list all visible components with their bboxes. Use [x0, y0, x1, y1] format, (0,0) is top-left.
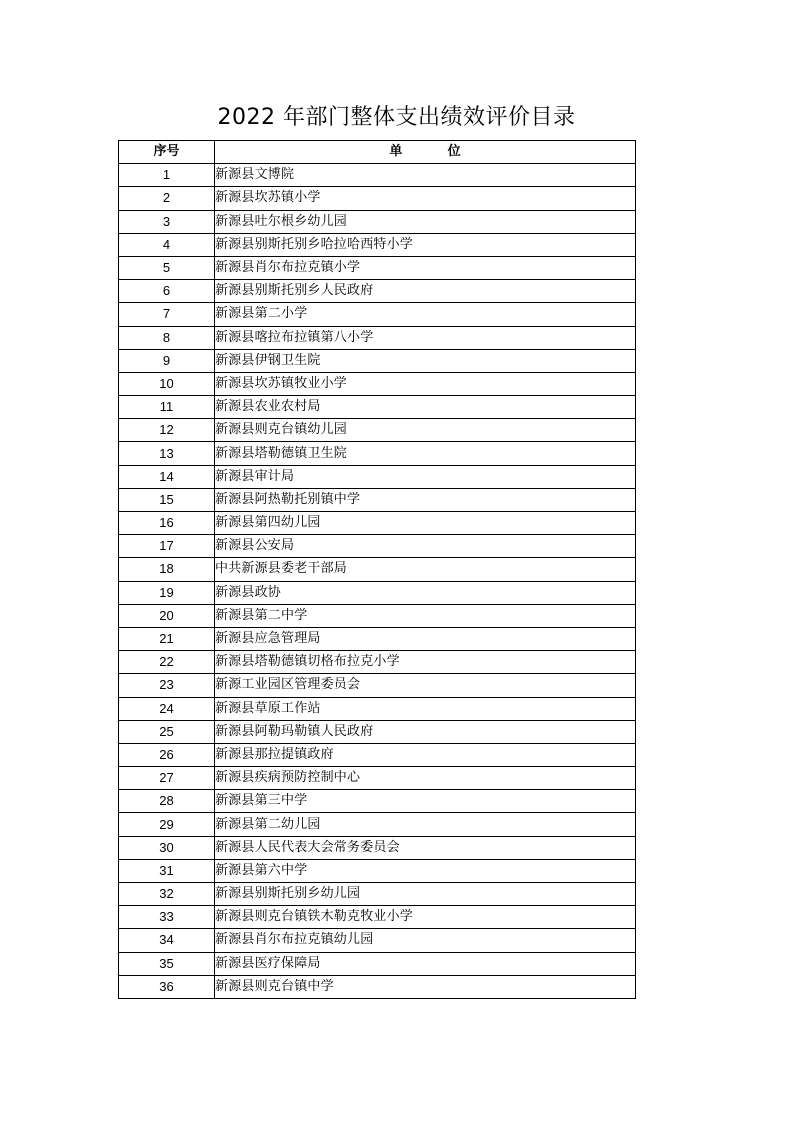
table-row — [119, 743, 636, 766]
table-row — [119, 975, 636, 998]
row-unit-cell: 新源县政协 — [215, 581, 636, 604]
row-unit-cell: 新源县那拉提镇政府 — [215, 743, 636, 766]
table-row — [119, 512, 636, 535]
table-row — [119, 952, 636, 975]
table-row — [119, 836, 636, 859]
row-seq-cell: 24 — [119, 697, 215, 720]
table-row — [119, 372, 636, 395]
table-row — [119, 233, 636, 256]
row-seq-cell: 36 — [119, 975, 215, 998]
table-row — [119, 326, 636, 349]
row-unit-cell: 新源县草原工作站 — [215, 697, 636, 720]
row-unit-cell: 新源县则克台镇幼儿园 — [215, 419, 636, 442]
row-seq-cell: 5 — [119, 256, 215, 279]
row-seq-cell: 1 — [119, 164, 215, 187]
row-seq-cell: 7 — [119, 303, 215, 326]
row-unit-cell: 新源县文博院 — [215, 164, 636, 187]
row-unit-cell: 新源县第二小学 — [215, 303, 636, 326]
table-row — [119, 581, 636, 604]
table-row — [119, 210, 636, 233]
row-seq-cell: 32 — [119, 883, 215, 906]
table-row — [119, 164, 636, 187]
table-row — [119, 767, 636, 790]
row-seq-cell: 25 — [119, 720, 215, 743]
table-row — [119, 465, 636, 488]
row-unit-cell: 新源县塔勒德镇卫生院 — [215, 442, 636, 465]
row-unit-cell: 新源县第四幼儿园 — [215, 512, 636, 535]
row-unit-cell: 新源县别斯托别乡人民政府 — [215, 280, 636, 303]
row-unit-cell: 新源县第三中学 — [215, 790, 636, 813]
row-seq-cell: 9 — [119, 349, 215, 372]
row-unit-cell: 新源县医疗保障局 — [215, 952, 636, 975]
row-seq-cell: 30 — [119, 836, 215, 859]
table-header-row — [119, 141, 636, 164]
table-row — [119, 349, 636, 372]
row-unit-cell: 新源县吐尔根乡幼儿园 — [215, 210, 636, 233]
row-unit-cell: 新源县坎苏镇牧业小学 — [215, 372, 636, 395]
row-unit-cell: 新源县坎苏镇小学 — [215, 187, 636, 210]
row-unit-cell: 新源县肖尔布拉克镇幼儿园 — [215, 929, 636, 952]
table-row — [119, 651, 636, 674]
row-seq-cell: 20 — [119, 604, 215, 627]
table-body — [119, 164, 636, 999]
table-row — [119, 280, 636, 303]
row-seq-cell: 29 — [119, 813, 215, 836]
row-seq-cell: 12 — [119, 419, 215, 442]
table-row — [119, 720, 636, 743]
row-unit-cell: 新源县应急管理局 — [215, 627, 636, 650]
row-unit-cell: 新源工业园区管理委员会 — [215, 674, 636, 697]
table-row — [119, 535, 636, 558]
table-row — [119, 604, 636, 627]
table-row — [119, 697, 636, 720]
row-unit-cell: 新源县别斯托别乡幼儿园 — [215, 883, 636, 906]
row-unit-cell: 新源县第二中学 — [215, 604, 636, 627]
row-unit-cell: 新源县第六中学 — [215, 859, 636, 882]
row-seq-cell: 26 — [119, 743, 215, 766]
row-unit-cell: 新源县第二幼儿园 — [215, 813, 636, 836]
row-unit-cell: 新源县阿热勒托别镇中学 — [215, 488, 636, 511]
row-unit-cell: 新源县则克台镇中学 — [215, 975, 636, 998]
row-unit-cell: 新源县伊钢卫生院 — [215, 349, 636, 372]
table-row — [119, 674, 636, 697]
row-seq-cell: 21 — [119, 627, 215, 650]
row-unit-cell: 新源县塔勒德镇切格布拉克小学 — [215, 651, 636, 674]
row-unit-cell: 新源县阿勒玛勒镇人民政府 — [215, 720, 636, 743]
row-seq-cell: 33 — [119, 906, 215, 929]
row-seq-cell: 16 — [119, 512, 215, 535]
row-seq-cell: 3 — [119, 210, 215, 233]
row-seq-cell: 22 — [119, 651, 215, 674]
row-seq-cell: 14 — [119, 465, 215, 488]
row-seq-cell: 31 — [119, 859, 215, 882]
row-unit-cell: 新源县则克台镇铁木勒克牧业小学 — [215, 906, 636, 929]
row-seq-cell: 13 — [119, 442, 215, 465]
header-unit-label: 单 位 — [389, 144, 461, 160]
document-title: 2022 年部门整体支出绩效评价目录 — [217, 105, 576, 130]
row-seq-cell: 23 — [119, 674, 215, 697]
row-seq-cell: 27 — [119, 767, 215, 790]
row-unit-cell: 新源县公安局 — [215, 535, 636, 558]
table-row — [119, 256, 636, 279]
row-seq-cell: 34 — [119, 929, 215, 952]
row-seq-cell: 19 — [119, 581, 215, 604]
table-row — [119, 396, 636, 419]
row-unit-cell: 新源县喀拉布拉镇第八小学 — [215, 326, 636, 349]
row-unit-cell: 新源县人民代表大会常务委员会 — [215, 836, 636, 859]
table-row — [119, 187, 636, 210]
table-row — [119, 929, 636, 952]
row-seq-cell: 10 — [119, 372, 215, 395]
evaluation-directory-table — [118, 140, 636, 999]
row-seq-cell: 18 — [119, 558, 215, 581]
row-seq-cell: 35 — [119, 952, 215, 975]
row-seq-cell: 4 — [119, 233, 215, 256]
table-row — [119, 488, 636, 511]
header-unit — [215, 141, 636, 164]
table-row — [119, 558, 636, 581]
table-row — [119, 790, 636, 813]
row-unit-cell: 中共新源县委老干部局 — [215, 558, 636, 581]
table-row — [119, 303, 636, 326]
table-row — [119, 813, 636, 836]
table-row — [119, 627, 636, 650]
row-seq-cell: 28 — [119, 790, 215, 813]
table-row — [119, 442, 636, 465]
row-seq-cell: 6 — [119, 280, 215, 303]
row-unit-cell: 新源县农业农村局 — [215, 396, 636, 419]
table-row — [119, 906, 636, 929]
row-unit-cell: 新源县审计局 — [215, 465, 636, 488]
row-unit-cell: 新源县疾病预防控制中心 — [215, 767, 636, 790]
row-seq-cell: 17 — [119, 535, 215, 558]
table-row — [119, 883, 636, 906]
row-unit-cell: 新源县肖尔布拉克镇小学 — [215, 256, 636, 279]
table-row — [119, 859, 636, 882]
table-row — [119, 419, 636, 442]
row-seq-cell: 8 — [119, 326, 215, 349]
row-seq-cell: 15 — [119, 488, 215, 511]
row-unit-cell: 新源县别斯托别乡哈拉哈西特小学 — [215, 233, 636, 256]
header-seq: 序号 — [119, 141, 215, 164]
row-seq-cell: 2 — [119, 187, 215, 210]
row-seq-cell: 11 — [119, 396, 215, 419]
